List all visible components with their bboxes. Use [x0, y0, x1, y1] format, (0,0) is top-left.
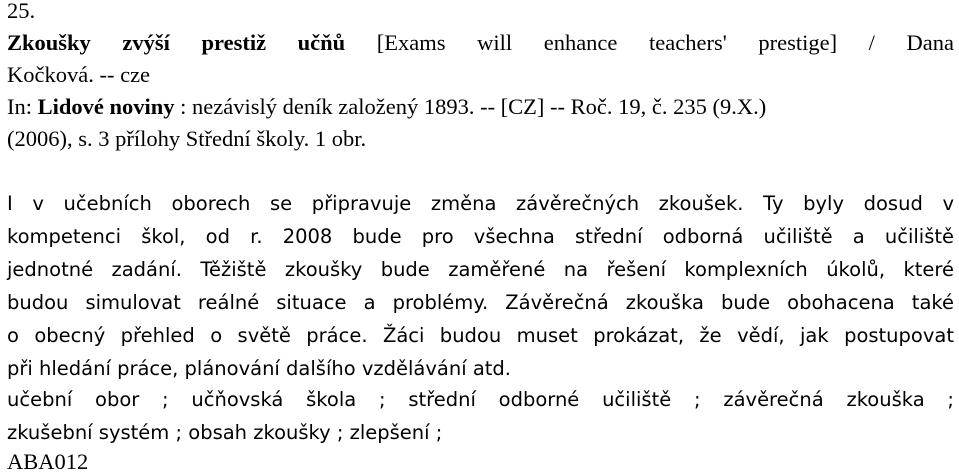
keywords-line: učební obor ; učňovská škola ; střední odborné učiliště ; závěrečná zkouška ;	[7, 388, 954, 411]
abstract-line: budou simulovat reálné situace a problémy. Závěrečná zkouška bude obohacena také	[7, 291, 954, 314]
abstract-line: o obecný přehled o světě práce. Žáci budou muset prokázat, že vědí, jak postupovat	[7, 324, 954, 347]
source-title: Lidové noviny	[37, 94, 175, 119]
source-rest: : nezávislý deník založený 1893. -- [CZ] -- Roč. 19, č. 235 (9.X.)	[174, 94, 767, 119]
title-rest: [Exams will enhance teachers' prestige] / Dana	[345, 30, 954, 55]
author-line: Kočková. -- cze	[7, 62, 151, 87]
title-line	[7, 30, 954, 56]
title-bold: Zkoušky zvýší prestiž učňů	[7, 30, 346, 55]
record-number: 25.	[7, 0, 36, 23]
abstract-line: I v učebních oborech se připravuje změna závěrečných zkoušek. Ty byly dosud v	[7, 192, 954, 215]
source-line-2: (2006), s. 3 přílohy Střední školy. 1 obr.	[7, 126, 367, 151]
abstract-line: kompetenci škol, od r. 2008 bude pro všechna střední odborná učiliště a učiliště	[7, 225, 954, 248]
abstract-line: při hledání práce, plánování dalšího vzdělávání atd.	[7, 357, 512, 380]
keywords-line: zkušební systém ; obsah zkoušky ; zlepšení ;	[7, 421, 443, 444]
source-line	[7, 94, 954, 120]
source-prefix: In:	[7, 94, 38, 119]
record-code: ABA012	[7, 449, 89, 474]
abstract-line: jednotné zadání. Těžiště zkoušky bude zaměřené na řešení komplexních úkolů, které	[7, 258, 954, 281]
